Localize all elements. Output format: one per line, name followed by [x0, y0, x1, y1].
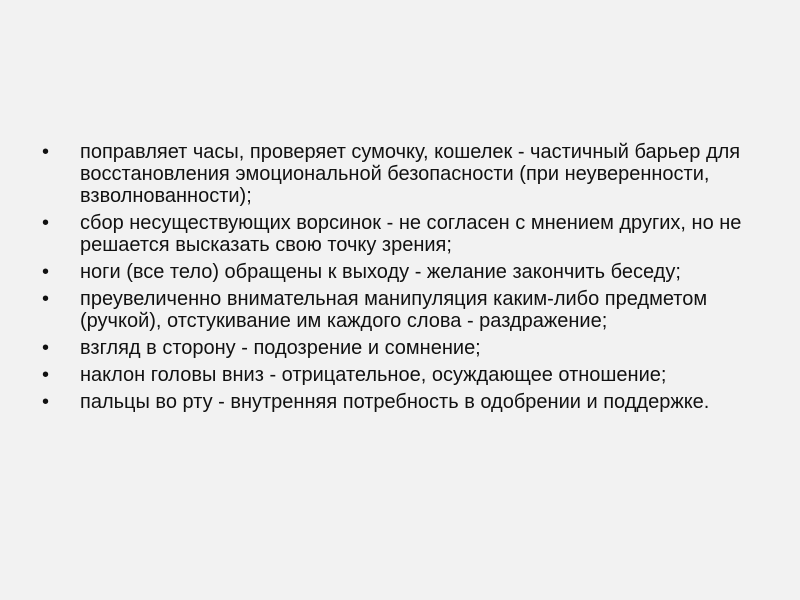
bullet-marker: • [42, 261, 50, 283]
bullet-list [42, 141, 742, 418]
list-item [42, 288, 742, 332]
list-item-text: ноги (все тело) обращены к выходу - желание закончить беседу; [80, 261, 681, 283]
list-item-text: сбор несуществующих ворсинок - не согласен с мнением других, но не решается высказать свою точку зрения; [80, 212, 742, 256]
list-item [42, 391, 742, 413]
list-item-text: пальцы во рту - внутренняя потребность в одобрении и поддержке. [80, 391, 710, 413]
list-item-text: поправляет часы, проверяет сумочку, кошелек - частичный барьер для восстановления эмоциональной безопасности (при неуверенности, взволнованности); [80, 141, 741, 207]
list-item-text: преувеличенно внимательная манипуляция каким-либо предметом (ручкой), отстукивание им каждого слова - раздражение; [80, 288, 708, 332]
list-item-text: взгляд в сторону - подозрение и сомнение; [80, 337, 481, 359]
bullet-marker: • [42, 391, 50, 413]
bullet-marker: • [42, 364, 50, 386]
bullet-marker: • [42, 212, 50, 234]
list-item [42, 364, 742, 386]
bullet-marker: • [42, 288, 50, 310]
bullet-marker: • [42, 141, 50, 163]
list-item-text: наклон головы вниз - отрицательное, осуждающее отношение; [80, 364, 667, 386]
list-item [42, 212, 742, 256]
list-item [42, 141, 742, 207]
bullet-marker: • [42, 337, 50, 359]
list-item [42, 261, 742, 283]
list-item [42, 337, 742, 359]
